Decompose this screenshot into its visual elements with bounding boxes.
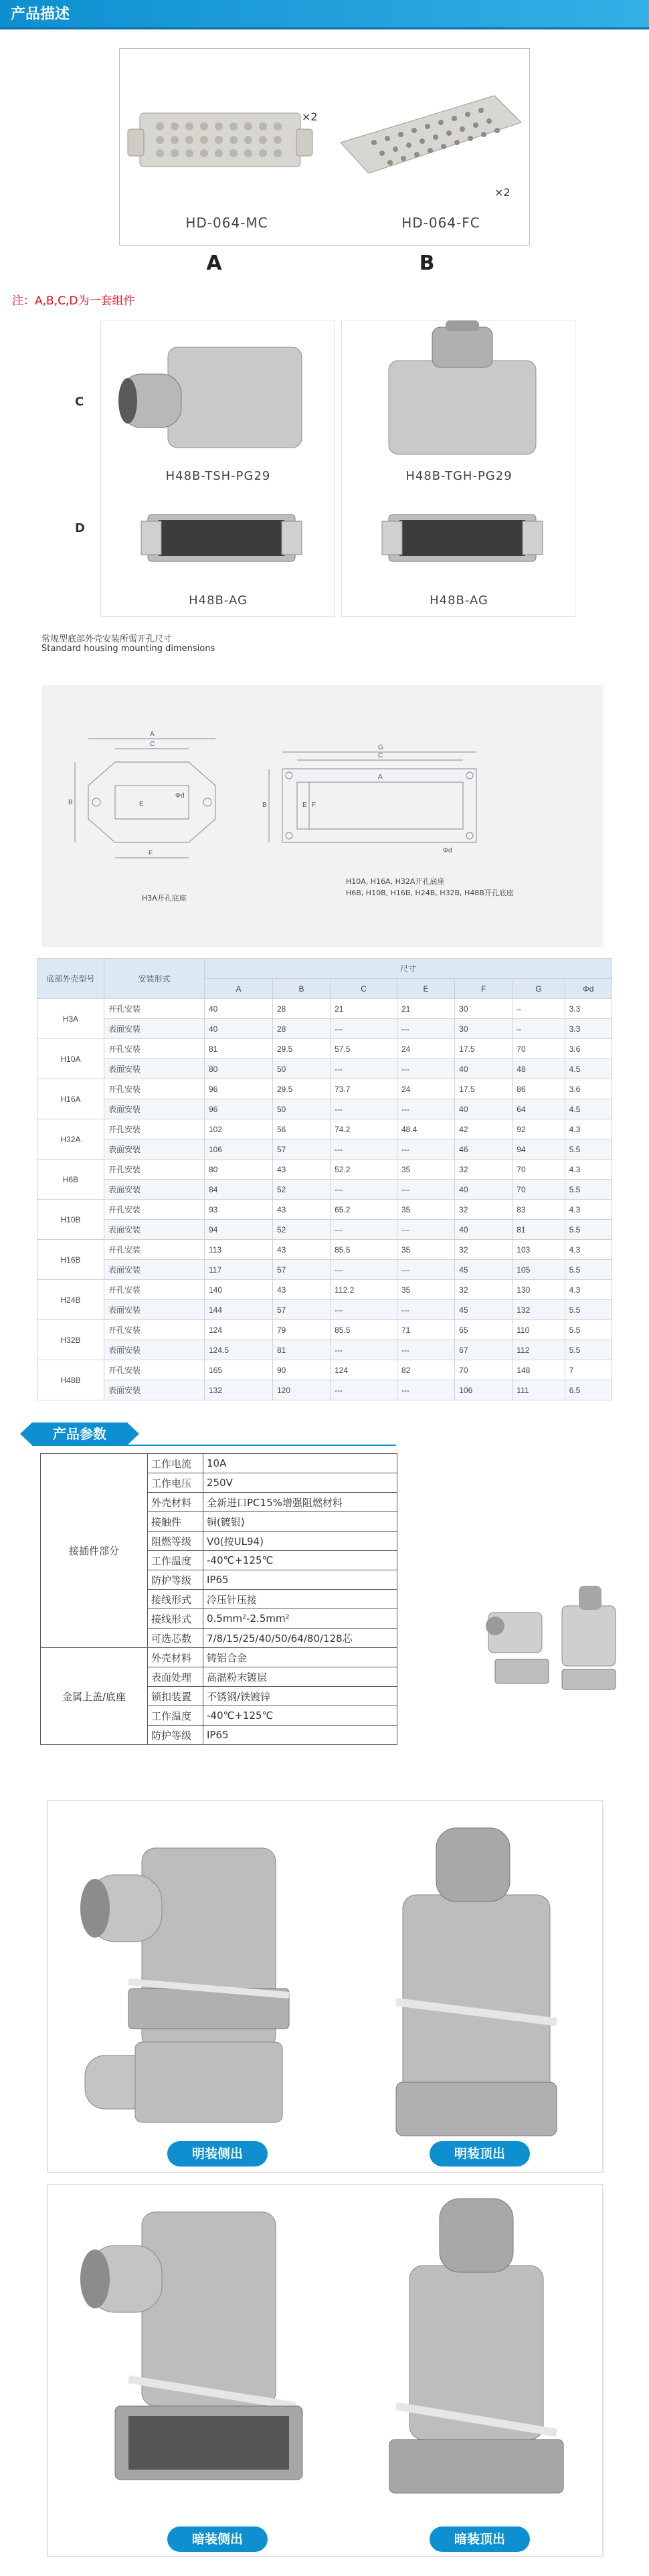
cell-value: 40	[455, 1220, 513, 1240]
cell-mount: 表面安装	[104, 1019, 205, 1039]
table-row	[37, 1320, 612, 1340]
param-value: 全新进口PC15%增强阻燃材料	[203, 1493, 397, 1512]
cell-value: 7	[565, 1360, 612, 1380]
cell-value: 5.5	[565, 1340, 612, 1360]
cell-value: 32	[455, 1160, 513, 1180]
cell-model: H10A	[37, 1039, 104, 1079]
cell-value: ---	[331, 1059, 397, 1079]
cell-value: 57	[272, 1139, 330, 1160]
cell-value: 96	[205, 1079, 273, 1099]
cell-value: 3.6	[565, 1079, 612, 1099]
cell-model: H10B	[37, 1200, 104, 1240]
cell-mount: 开孔安装	[104, 1079, 205, 1099]
cell-value: 4.3	[565, 1200, 612, 1220]
cell-value: 4.3	[565, 1119, 612, 1139]
cell-value: –	[513, 999, 565, 1019]
cell-mount: 开孔安装	[104, 1240, 205, 1260]
cutout-drawings	[41, 685, 604, 947]
table-row	[37, 1280, 612, 1300]
cell-value: 70	[513, 1039, 565, 1059]
cell-value: 94	[513, 1139, 565, 1160]
cell-value: 43	[272, 1160, 330, 1180]
cell-mount: 表面安装	[104, 1180, 205, 1200]
cell-mount: 表面安装	[104, 1260, 205, 1280]
cell-value: 5.5	[565, 1320, 612, 1340]
cell-value: 48.4	[397, 1119, 454, 1139]
cell-value: 85.5	[331, 1320, 397, 1340]
cell-value: 70	[513, 1180, 565, 1200]
param-value: -40℃+125℃	[203, 1551, 397, 1570]
left-dim-a: A	[150, 731, 155, 738]
param-value: 铜(镀银)	[203, 1512, 397, 1532]
param-key: 工作温度	[148, 1551, 203, 1570]
cell-value: 57	[272, 1300, 330, 1320]
cell-value: 130	[513, 1280, 565, 1300]
cell-value: 84	[205, 1180, 273, 1200]
cell-value: 4.3	[565, 1160, 612, 1180]
param-value: 冷压针压接	[203, 1590, 397, 1609]
panel-side-image	[80, 2212, 302, 2480]
params-title: 产品参数	[32, 1422, 127, 1445]
male-insert-image	[128, 113, 312, 167]
cell-value: 132	[205, 1380, 273, 1400]
param-value: IP65	[203, 1726, 397, 1745]
table-row	[37, 1160, 612, 1180]
cell-value: 42	[455, 1119, 513, 1139]
param-key: 锁扣装置	[148, 1687, 203, 1706]
cell-value: 40	[455, 1059, 513, 1079]
cell-model: H3A	[37, 999, 104, 1039]
panel-side-button[interactable]: 暗装侧出	[167, 2526, 268, 2552]
table-row	[37, 1019, 612, 1039]
cell-value: ---	[331, 1139, 397, 1160]
cell-value: 132	[513, 1300, 565, 1320]
param-key: 防护等级	[148, 1570, 203, 1590]
housing-d-right-label: H48B-AG	[430, 593, 488, 608]
th-mount: 安装形式	[104, 959, 205, 999]
param-key: 可选芯数	[148, 1629, 203, 1648]
cell-value: 81	[205, 1039, 273, 1059]
cell-value: 81	[272, 1340, 330, 1360]
cell-value: 3.3	[565, 999, 612, 1019]
cell-value: ---	[397, 1340, 454, 1360]
cell-value: 32	[455, 1280, 513, 1300]
cell-value: 67	[455, 1340, 513, 1360]
cell-value: 52	[272, 1180, 330, 1200]
cell-value: 6.5	[565, 1380, 612, 1400]
table-row	[37, 1139, 612, 1160]
th-col: A	[205, 979, 273, 999]
cell-value: –	[513, 1019, 565, 1039]
cell-value: 120	[272, 1380, 330, 1400]
cell-value: 43	[272, 1200, 330, 1220]
cell-value: 57.5	[331, 1039, 397, 1059]
surface-side-button[interactable]: 明装侧出	[167, 2141, 268, 2167]
cell-value: 4.5	[565, 1099, 612, 1119]
cell-value: ---	[397, 1139, 454, 1160]
table-row	[37, 999, 612, 1019]
housing-c-right-label: H48B-TGH-PG29	[405, 469, 513, 483]
param-value: 铸铝合金	[203, 1648, 397, 1667]
cutout-title-en: Standard housing mounting dimensions	[41, 644, 215, 654]
cell-value: 64	[513, 1099, 565, 1119]
param-value: 10A	[203, 1454, 397, 1473]
cell-value: 106	[205, 1139, 273, 1160]
param-group: 金属上盖/底座	[41, 1648, 148, 1745]
table-row	[37, 1119, 612, 1139]
panel-top-button[interactable]: 暗装顶出	[430, 2526, 530, 2552]
left-dim-f: F	[149, 850, 153, 857]
params-underline	[32, 1445, 396, 1446]
cell-value: 124.5	[205, 1340, 273, 1360]
param-key: 表面处理	[148, 1667, 203, 1687]
cell-value: 45	[455, 1260, 513, 1280]
cell-value: 5.5	[565, 1180, 612, 1200]
params-product-illustration	[482, 1572, 629, 1706]
cell-value: ---	[331, 1260, 397, 1280]
cutout-title-cn: 常规型底部外壳安装所需开孔尺寸	[41, 634, 173, 644]
insert-b-label: HD-064-FC	[401, 215, 480, 231]
cell-value: 85.5	[331, 1240, 397, 1260]
cell-value: 96	[205, 1099, 273, 1119]
param-value: V0(按UL94)	[203, 1532, 397, 1551]
cell-value: 4.3	[565, 1280, 612, 1300]
cell-model: H32A	[37, 1119, 104, 1160]
right-dim-a: A	[378, 773, 383, 781]
param-key: 工作电流	[148, 1454, 203, 1473]
cell-value: 74.2	[331, 1119, 397, 1139]
cell-value: 50	[272, 1059, 330, 1079]
cell-value: ---	[397, 1099, 454, 1119]
surface-top-image	[396, 1828, 557, 2136]
insert-b-qty: ×2	[494, 186, 511, 199]
cell-value: 24	[397, 1039, 454, 1059]
section-header-description	[0, 0, 649, 29]
cell-value: 52	[272, 1220, 330, 1240]
cell-value: 45	[455, 1300, 513, 1320]
th-col: B	[272, 979, 330, 999]
cell-value: ---	[331, 1180, 397, 1200]
cell-value: 4.5	[565, 1059, 612, 1079]
cell-mount: 开孔安装	[104, 1360, 205, 1380]
cell-value: 56	[272, 1119, 330, 1139]
cell-value: 148	[513, 1360, 565, 1380]
cell-value: 3.6	[565, 1039, 612, 1059]
param-key: 接线形式	[148, 1590, 203, 1609]
left-dim-e: E	[139, 800, 144, 808]
right-dim-c: C	[378, 752, 383, 759]
table-row	[37, 1059, 612, 1079]
table-row	[37, 1220, 612, 1240]
cell-value: 5.5	[565, 1220, 612, 1240]
kit-note: 注：A,B,C,D为一套组件	[12, 294, 135, 308]
cell-value: 28	[272, 1019, 330, 1039]
left-dim-c: C	[150, 741, 155, 748]
cell-value: 117	[205, 1260, 273, 1280]
params-table	[40, 1453, 397, 1745]
cell-value: 40	[205, 1019, 273, 1039]
param-key: 外壳材料	[148, 1648, 203, 1667]
cell-model: H48B	[37, 1360, 104, 1400]
cell-mount: 表面安装	[104, 1139, 205, 1160]
param-key: 外壳材料	[148, 1493, 203, 1512]
cell-value: ---	[331, 1099, 397, 1119]
right-dim-e: E	[302, 802, 307, 809]
cell-value: ---	[331, 1300, 397, 1320]
cell-model: H24B	[37, 1280, 104, 1320]
cell-value: 124	[331, 1360, 397, 1380]
cell-value: 57	[272, 1260, 330, 1280]
th-col: Φd	[565, 979, 612, 999]
param-key: 接触件	[148, 1512, 203, 1532]
param-group: 接插件部分	[41, 1454, 148, 1648]
cell-value: 112	[513, 1340, 565, 1360]
panel-top-image	[389, 2199, 563, 2493]
cell-mount: 开孔安装	[104, 1200, 205, 1220]
surface-mount-illustration	[48, 1801, 605, 2175]
cell-mount: 表面安装	[104, 1300, 205, 1320]
left-dim-d: Φd	[175, 792, 185, 800]
table-row	[37, 1079, 612, 1099]
cell-value: 35	[397, 1200, 454, 1220]
section-title: 产品描述	[11, 6, 70, 23]
cell-mount: 开孔安装	[104, 1280, 205, 1300]
param-value: -40℃+125℃	[203, 1706, 397, 1726]
param-key: 工作温度	[148, 1706, 203, 1726]
cell-value: 3.3	[565, 1019, 612, 1039]
cell-value: 94	[205, 1220, 273, 1240]
surface-top-button[interactable]: 明装顶出	[430, 2141, 530, 2167]
cell-value: 32	[455, 1240, 513, 1260]
cell-value: ---	[397, 1380, 454, 1400]
cell-value: 80	[205, 1160, 273, 1180]
table-row	[37, 1039, 612, 1059]
right-dim-d: Φd	[443, 847, 452, 854]
cell-value: ---	[331, 1340, 397, 1360]
cell-value: 50	[272, 1099, 330, 1119]
cell-value: 83	[513, 1200, 565, 1220]
cell-model: H16B	[37, 1240, 104, 1280]
params-product-image	[482, 1572, 629, 1706]
letter-b: B	[419, 252, 435, 275]
insert-a-label: HD-064-MC	[185, 215, 268, 231]
cell-mount: 开孔安装	[104, 999, 205, 1019]
cell-value: 124	[205, 1320, 273, 1340]
cell-value: 79	[272, 1320, 330, 1340]
cell-value: 110	[513, 1320, 565, 1340]
cell-value: 112.2	[331, 1280, 397, 1300]
table-row	[37, 1340, 612, 1360]
right-caption-2: H6B, H10B, H16B, H24B, H32B, H48B开孔底座	[346, 889, 514, 897]
cell-value: ---	[397, 1180, 454, 1200]
cell-value: 70	[513, 1160, 565, 1180]
table-row	[37, 1180, 612, 1200]
param-value: 0.5mm²-2.5mm²	[203, 1609, 397, 1629]
letter-a: A	[206, 252, 222, 275]
cell-value: 82	[397, 1360, 454, 1380]
cell-value: 35	[397, 1160, 454, 1180]
param-value: IP65	[203, 1570, 397, 1590]
cell-value: 80	[205, 1059, 273, 1079]
surface-mount-photos	[47, 1800, 604, 2173]
table-row	[37, 1300, 612, 1320]
row-label-d: D	[75, 521, 85, 535]
cell-mount: 表面安装	[104, 1380, 205, 1400]
cell-value: 70	[455, 1360, 513, 1380]
right-dim-g: G	[378, 744, 383, 751]
th-size: 尺寸	[205, 959, 612, 979]
cell-value: 103	[513, 1240, 565, 1260]
cell-model: H16A	[37, 1079, 104, 1119]
cell-value: 71	[397, 1320, 454, 1340]
cell-value: 40	[205, 999, 273, 1019]
cell-mount: 表面安装	[104, 1340, 205, 1360]
cell-value: ---	[397, 1019, 454, 1039]
table-row	[37, 1200, 612, 1220]
cell-value: 102	[205, 1119, 273, 1139]
cell-value: 65.2	[331, 1200, 397, 1220]
cell-value: 17.5	[455, 1039, 513, 1059]
th-col: E	[397, 979, 454, 999]
cell-value: ---	[331, 1220, 397, 1240]
cell-mount: 表面安装	[104, 1059, 205, 1079]
row-label-c: C	[75, 395, 84, 409]
cell-value: 5.5	[565, 1300, 612, 1320]
cell-value: 30	[455, 1019, 513, 1039]
cell-value: 4.3	[565, 1240, 612, 1260]
cell-value: 93	[205, 1200, 273, 1220]
panel-mount-illustration	[48, 2185, 605, 2559]
cell-value: 106	[455, 1380, 513, 1400]
cell-value: 92	[513, 1119, 565, 1139]
param-key: 工作电压	[148, 1473, 203, 1493]
cell-model: H32B	[37, 1320, 104, 1360]
cell-value: 5.5	[565, 1139, 612, 1160]
cell-value: 21	[397, 999, 454, 1019]
param-key: 阻燃等级	[148, 1532, 203, 1551]
dimensions-table	[37, 958, 612, 1400]
right-dim-f: F	[312, 802, 316, 809]
cutout-drawing-panel	[41, 685, 604, 947]
cell-value: 30	[455, 999, 513, 1019]
cell-value: 46	[455, 1139, 513, 1160]
param-value: 不锈钢/铁镀锌	[203, 1687, 397, 1706]
cell-value: 165	[205, 1360, 273, 1380]
cell-value: 73.7	[331, 1079, 397, 1099]
table-row	[37, 1260, 612, 1280]
param-value: 高温粉末镀层	[203, 1667, 397, 1687]
cell-value: 144	[205, 1300, 273, 1320]
cell-mount: 开孔安装	[104, 1320, 205, 1340]
cell-value: 40	[455, 1099, 513, 1119]
cell-value: ---	[331, 1380, 397, 1400]
cell-value: ---	[397, 1300, 454, 1320]
th-col: F	[455, 979, 513, 999]
cell-value: 90	[272, 1360, 330, 1380]
param-key: 防护等级	[148, 1726, 203, 1745]
surface-side-image	[80, 1848, 289, 2122]
cell-value: 40	[455, 1180, 513, 1200]
cell-value: 86	[513, 1079, 565, 1099]
cell-value: ---	[397, 1059, 454, 1079]
insert-a-qty: ×2	[302, 110, 318, 123]
cell-value: 29.5	[272, 1079, 330, 1099]
cell-mount: 表面安装	[104, 1099, 205, 1119]
table-row	[37, 1360, 612, 1380]
cell-value: 81	[513, 1220, 565, 1240]
right-dim-b: B	[262, 802, 267, 809]
table-row	[37, 1380, 612, 1400]
param-value: 7/8/15/25/40/50/64/80/128芯	[203, 1629, 397, 1648]
cell-value: 140	[205, 1280, 273, 1300]
panel-mount-photos	[47, 2184, 604, 2557]
th-col: G	[513, 979, 565, 999]
cell-mount: 开孔安装	[104, 1160, 205, 1180]
table-row	[37, 1099, 612, 1119]
cell-value: 24	[397, 1079, 454, 1099]
right-caption-1: H10A, H16A, H32A开孔底座	[346, 877, 445, 886]
cell-value: 65	[455, 1320, 513, 1340]
cell-mount: 开孔安装	[104, 1039, 205, 1059]
cell-value: 43	[272, 1280, 330, 1300]
cell-value: 17.5	[455, 1079, 513, 1099]
housing-right-frame	[341, 320, 575, 617]
left-dim-b: B	[68, 799, 73, 806]
cell-value: 43	[272, 1240, 330, 1260]
female-insert-image	[341, 96, 521, 173]
cell-value: 111	[513, 1380, 565, 1400]
param-row	[41, 1454, 397, 1473]
cell-value: 48	[513, 1059, 565, 1079]
param-value: 250V	[203, 1473, 397, 1493]
cell-value: 21	[331, 999, 397, 1019]
th-model: 底部外壳型号	[37, 959, 104, 999]
left-caption: H3A开孔底座	[142, 894, 187, 903]
param-key: 接线形式	[148, 1609, 203, 1629]
cell-model: H6B	[37, 1160, 104, 1200]
inserts-frame	[119, 48, 530, 246]
cell-value: 32	[455, 1200, 513, 1220]
table-row	[37, 1240, 612, 1260]
cell-value: 28	[272, 999, 330, 1019]
cell-value: 5.5	[565, 1260, 612, 1280]
param-row	[41, 1648, 397, 1667]
cell-mount: 开孔安装	[104, 1119, 205, 1139]
th-col: C	[331, 979, 397, 999]
housing-d-left-label: H48B-AG	[189, 593, 248, 608]
cell-value: 29.5	[272, 1039, 330, 1059]
cell-mount: 表面安装	[104, 1220, 205, 1240]
cell-value: 35	[397, 1240, 454, 1260]
cell-value: 35	[397, 1280, 454, 1300]
housing-c-left-label: H48B-TSH-PG29	[165, 469, 271, 483]
cell-value: ---	[331, 1019, 397, 1039]
cell-value: 105	[513, 1260, 565, 1280]
cell-value: ---	[397, 1220, 454, 1240]
cell-value: 52.2	[331, 1160, 397, 1180]
cell-value: ---	[397, 1260, 454, 1280]
cell-value: 113	[205, 1240, 273, 1260]
housing-left-frame	[100, 320, 335, 617]
